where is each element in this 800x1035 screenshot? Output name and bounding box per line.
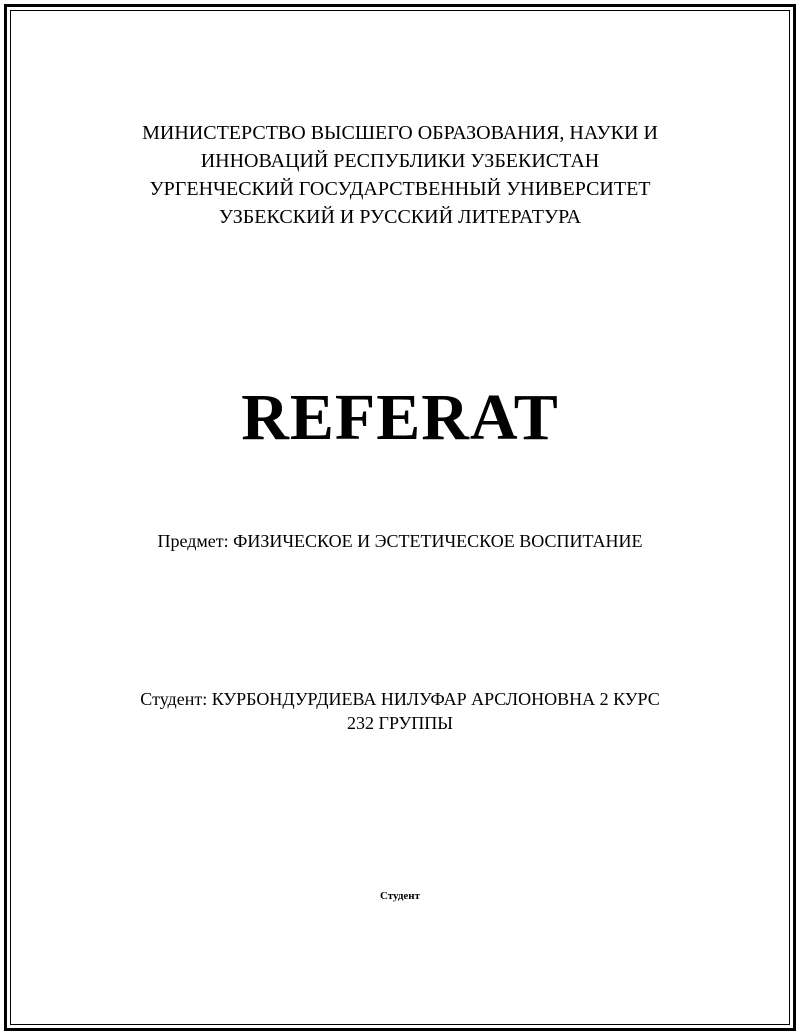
header-line-ministry: МИНИСТЕРСТВО ВЫСШЕГО ОБРАЗОВАНИЯ, НАУКИ И xyxy=(142,122,658,144)
document-title: REFERAT xyxy=(241,381,559,454)
footer-student-label: Студент xyxy=(379,890,421,902)
header-line-university: УРГЕНЧЕСКИЙ ГОСУДАРСТВЕННЫЙ УНИВЕРСИТЕТ xyxy=(149,178,651,200)
header-line-department: УЗБЕКСКИЙ И РУССКИЙ ЛИТЕРАТУРА xyxy=(218,206,582,228)
student-name-line: Студент: КУРБОНДУРДИЕВА НИЛУФАР АРСЛОНОВНА 2 КУРС xyxy=(140,689,660,709)
institution-header xyxy=(0,119,800,231)
student-info xyxy=(0,687,800,735)
student-group-line: 232 ГРУППЫ xyxy=(347,713,453,733)
subject-line: Предмет: ФИЗИЧЕСКОЕ И ЭСТЕТИЧЕСКОЕ ВОСПИТАНИЕ xyxy=(157,531,643,551)
header-line-republic: ИННОВАЦИЙ РЕСПУБЛИКИ УЗБЕКИСТАН xyxy=(200,150,600,172)
